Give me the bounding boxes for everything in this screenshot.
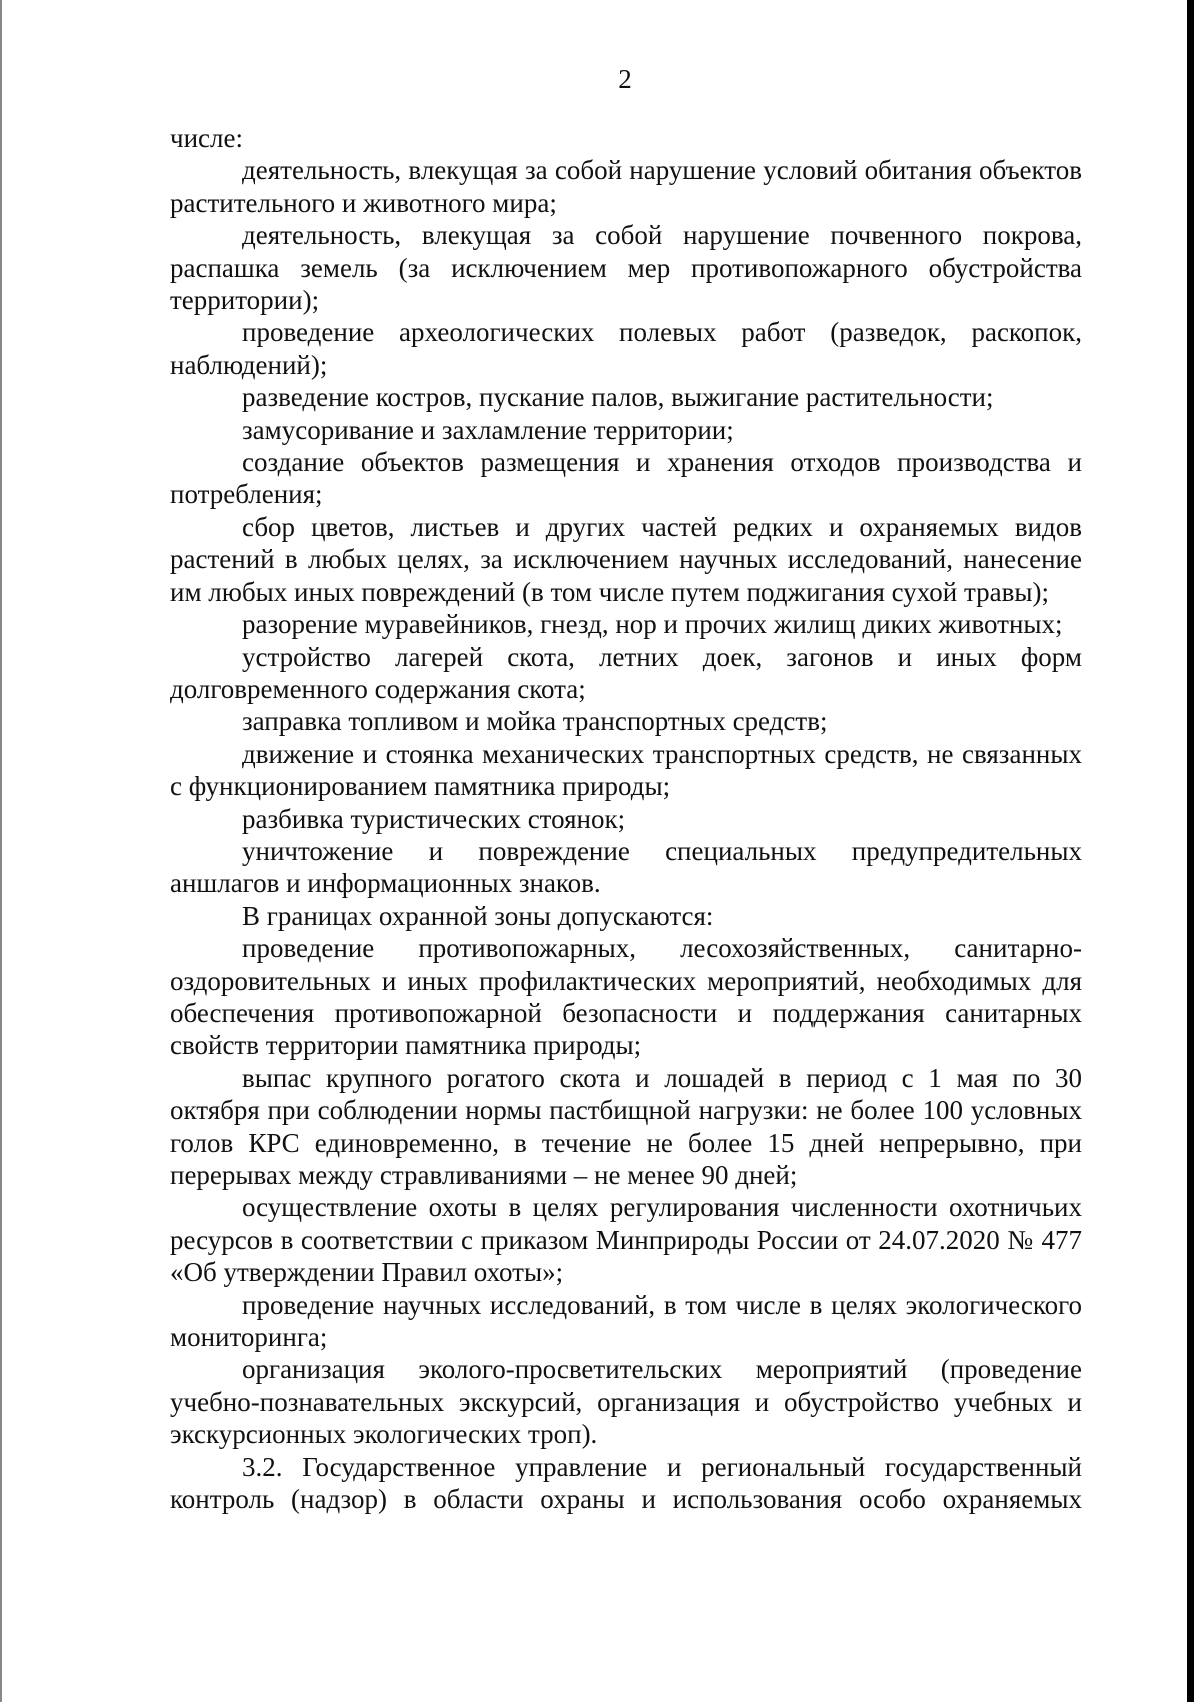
list-item-refueling: заправка топливом и мойка транспортных средств; — [242, 706, 828, 737]
list-item-fires: разведение костров, пускание палов, выжигание растительности; — [242, 382, 994, 413]
list-item-tourist-camps: разбивка туристических стоянок; — [242, 803, 626, 834]
list-item-vehicle-traffic: движение и стоянка механических транспортных средств, не связанных с функционированием памятника природы; — [170, 738, 1082, 802]
list-item-anthills: разорение муравейников, гнезд, нор и прочих жилищ диких животных; — [242, 609, 1063, 640]
section-3-2: 3.2. Государственное управление и региональный государственный контроль (надзор) в области охраны и использования особо охраняемых — [170, 1451, 1082, 1515]
scan-right-edge — [1187, 0, 1194, 1702]
paragraph-continuation: числе: — [170, 123, 243, 153]
list-item-sign-damage: уничтожение и повреждение специальных предупредительных аншлагов и информационных знаков. — [170, 835, 1082, 899]
allowed-heading: В границах охранной зоны допускаются: — [242, 900, 714, 931]
list-item-plant-collection: сбор цветов, листьев и других частей редких и охраняемых видов растений в любых целях, за исключением научных исследований, нанесение им любых иных повреждений (в том числе путем поджигания сухой травы); — [170, 511, 1082, 607]
list-item-littering: замусоривание и захламление территории; — [242, 414, 734, 445]
allowed-item-education: организация эколого-просветительских мероприятий (проведение учебно-познавательных экскурсий, организация и обустройство учебных и экскурсионных экологических троп). — [170, 1354, 1082, 1450]
list-item-cattle-camps: устройство лагерей скота, летних доек, загонов и иных форм долговременного содержания скота; — [170, 641, 1082, 704]
allowed-item-grazing: выпас крупного рогатого скота и лошадей в период с 1 мая по 30 октября при соблюдении нормы пастбищной нагрузки: не более 100 условных голов КРС единовременно, в течение не более 15 дней непрерывно, при перерывах между стравливаниями – не менее 90 дней; — [170, 1062, 1082, 1190]
allowed-item-fire-prevention: проведение противопожарных, лесохозяйственных, санитарно-оздоровительных и иных профилактических мероприятий, необходимых для обеспечения противопожарной безопасности и поддержания санитарных свойств территории памятника природы; — [170, 933, 1082, 1061]
document-body — [170, 122, 1082, 1515]
page-number: 2 — [618, 64, 632, 94]
list-item-archaeology: проведение археологических полевых работ (разведок, раскопок, наблюдений); — [170, 317, 1082, 380]
scan-left-edge — [0, 0, 2, 1702]
allowed-item-research: проведение научных исследований, в том числе в целях экологического мониторинга; — [170, 1289, 1082, 1353]
allowed-item-hunting: осуществление охоты в целях регулирования численности охотничьих ресурсов в соответствии с приказом Минприроды России от 24.07.2020 № 477 «Об утверждении Правил охоты»; — [170, 1192, 1082, 1288]
list-item-waste-objects: создание объектов размещения и хранения отходов производства и потребления; — [170, 447, 1082, 510]
list-item-habitat-violation: деятельность, влекущая за собой нарушение условий обитания объектов растительного и животного мира; — [170, 155, 1082, 218]
list-item-soil-violation: деятельность, влекущая за собой нарушение почвенного покрова, распашка земель (за исключением мер противопожарного обустройства территории); — [170, 220, 1082, 316]
